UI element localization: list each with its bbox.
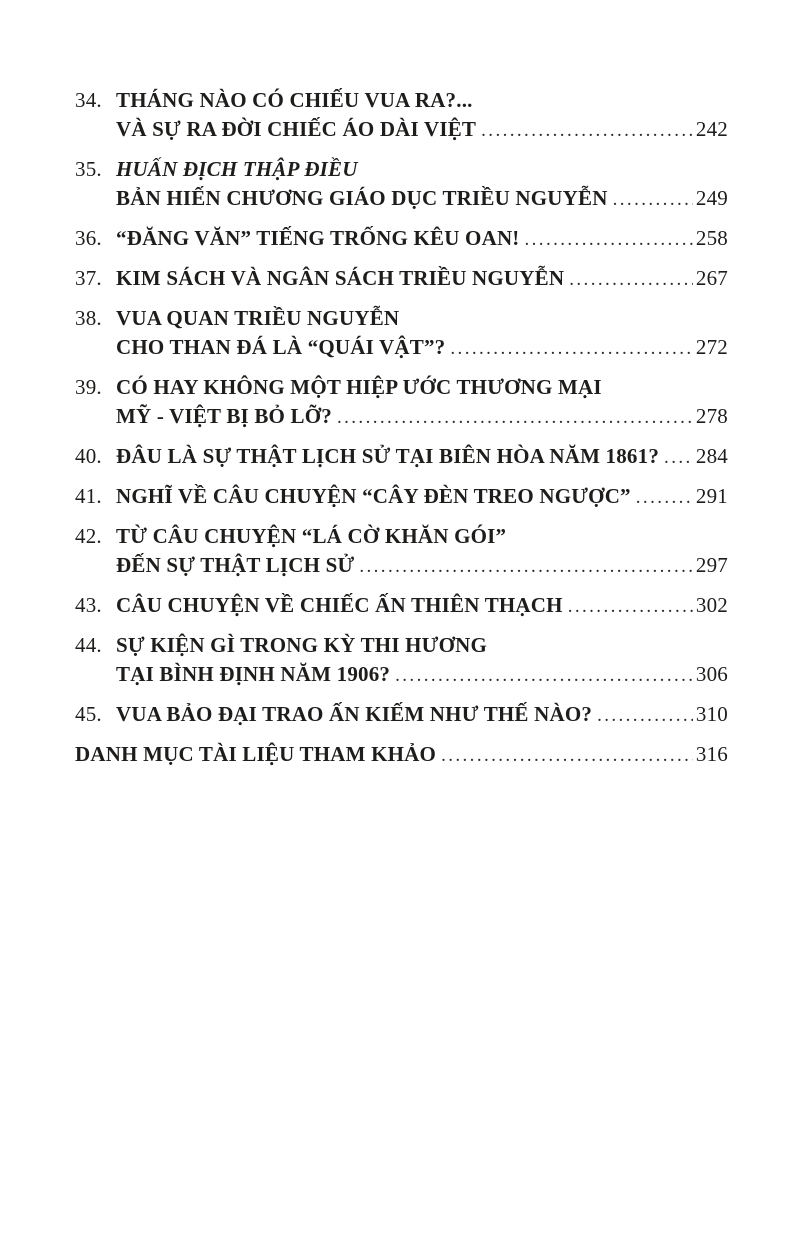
page-number: 278 [695, 404, 728, 428]
entry-line [116, 304, 728, 333]
entry-content [116, 442, 728, 472]
toc-entry [75, 224, 728, 254]
entry-number: 36. [75, 226, 102, 250]
entry-line [116, 373, 728, 402]
entry-line [116, 402, 728, 432]
entry-line [116, 264, 728, 294]
entry-content [116, 155, 728, 214]
toc-entry [75, 482, 728, 512]
entry-title-text: ĐÂU LÀ SỰ THẬT LỊCH SỬ TẠI BIÊN HÒA NĂM 1861? [116, 444, 660, 468]
entry-number: 42. [75, 524, 102, 548]
toc-entry [75, 631, 728, 690]
entry-content [116, 224, 728, 254]
entry-title-text: CHO THAN ĐÁ LÀ “QUÁI VẬT”? [116, 335, 446, 359]
entry-content [116, 373, 728, 432]
entry-title-text: VUA QUAN TRIỀU NGUYỄN [116, 306, 400, 330]
entry-line [116, 333, 728, 363]
entry-line [75, 740, 728, 770]
dot-leader [597, 700, 693, 730]
entry-number: 45. [75, 702, 102, 726]
entry-number: 38. [75, 306, 102, 330]
entry-line [116, 442, 728, 472]
entry-content [75, 740, 728, 770]
entry-title-text: CÓ HAY KHÔNG MỘT HIỆP ƯỚC THƯƠNG MẠI [116, 375, 602, 399]
entry-line [116, 700, 728, 730]
entry-number: 40. [75, 444, 102, 468]
dot-leader [481, 115, 693, 145]
dot-leader [441, 740, 693, 770]
entry-title-text: KIM SÁCH VÀ NGÂN SÁCH TRIỀU NGUYỄN [116, 266, 565, 290]
toc-entry [75, 700, 728, 730]
entry-title-text: THÁNG NÀO CÓ CHIẾU VUA RA?... [116, 88, 473, 112]
dot-leader [636, 482, 693, 512]
dot-leader [337, 402, 693, 432]
entry-line [116, 591, 728, 621]
dot-leader [568, 591, 693, 621]
entry-content [116, 522, 728, 581]
page-number: 242 [695, 117, 728, 141]
entry-title-text: SỰ KIỆN GÌ TRONG KỲ THI HƯƠNG [116, 633, 488, 657]
entry-title-text: TỪ CÂU CHUYỆN “LÁ CỜ KHĂN GÓI” [116, 524, 507, 548]
toc-entry [75, 740, 728, 770]
page-number: 316 [695, 742, 728, 766]
entry-line [116, 155, 728, 184]
toc-entry [75, 442, 728, 472]
dot-leader [613, 184, 693, 214]
entry-line [116, 631, 728, 660]
entry-line [116, 660, 728, 690]
entry-line [116, 86, 728, 115]
entry-title-text: ĐẾN SỰ THẬT LỊCH SỬ [116, 553, 355, 577]
entry-title-text: BẢN HIẾN CHƯƠNG GIÁO DỤC TRIỀU NGUYỄN [116, 186, 608, 210]
entry-title-text: “ĐĂNG VĂN” TIẾNG TRỐNG KÊU OAN! [116, 226, 520, 250]
entry-number: 43. [75, 593, 102, 617]
dot-leader [395, 660, 693, 690]
page-number: 306 [695, 662, 728, 686]
entry-line [116, 551, 728, 581]
entry-title-text: NGHĨ VỀ CÂU CHUYỆN “CÂY ĐÈN TREO NGƯỢC” [116, 484, 631, 508]
page-number: 249 [695, 186, 728, 210]
entry-number: 34. [75, 88, 102, 112]
entry-title-text: VÀ SỰ RA ĐỜI CHIẾC ÁO DÀI VIỆT [116, 117, 477, 141]
entry-line [116, 482, 728, 512]
dot-leader [569, 264, 693, 294]
page-number: 258 [695, 226, 728, 250]
entry-content [116, 631, 728, 690]
page-number: 291 [695, 484, 728, 508]
dot-leader [664, 442, 693, 472]
toc-list [75, 86, 728, 780]
entry-line [116, 184, 728, 214]
entry-content [116, 264, 728, 294]
page-number: 272 [695, 335, 728, 359]
entry-content [116, 86, 728, 145]
toc-entry [75, 304, 728, 363]
dot-leader [450, 333, 693, 363]
page-number: 302 [695, 593, 728, 617]
page-number: 284 [695, 444, 728, 468]
entry-line [116, 522, 728, 551]
entry-content [116, 304, 728, 363]
toc-entry [75, 522, 728, 581]
entry-content [116, 700, 728, 730]
entry-line [116, 224, 728, 254]
entry-number: 39. [75, 375, 102, 399]
entry-title-text: CÂU CHUYỆN VỀ CHIẾC ẤN THIÊN THẠCH [116, 593, 563, 617]
entry-number: 44. [75, 633, 102, 657]
entry-title-text: MỸ - VIỆT BỊ BỎ LỠ? [116, 404, 332, 428]
page-number: 267 [695, 266, 728, 290]
entry-title-text: HUẤN ĐỊCH THẬP ĐIỀU [116, 157, 358, 181]
toc-entry [75, 86, 728, 145]
page-number: 297 [695, 553, 728, 577]
dot-leader [525, 224, 693, 254]
entry-content [116, 591, 728, 621]
entry-number: 35. [75, 157, 102, 181]
dot-leader [359, 551, 693, 581]
toc-entry [75, 264, 728, 294]
entry-title-text: VUA BẢO ĐẠI TRAO ẤN KIẾM NHƯ THẾ NÀO? [116, 702, 593, 726]
toc-entry [75, 591, 728, 621]
page-number: 310 [695, 702, 728, 726]
entry-number: 41. [75, 484, 102, 508]
entry-number: 37. [75, 266, 102, 290]
entry-title-text: TẠI BÌNH ĐỊNH NĂM 1906? [116, 662, 391, 686]
toc-entry [75, 373, 728, 432]
entry-content [116, 482, 728, 512]
entry-line [116, 115, 728, 145]
entry-title-text: DANH MỤC TÀI LIỆU THAM KHẢO [75, 742, 437, 766]
toc-entry [75, 155, 728, 214]
